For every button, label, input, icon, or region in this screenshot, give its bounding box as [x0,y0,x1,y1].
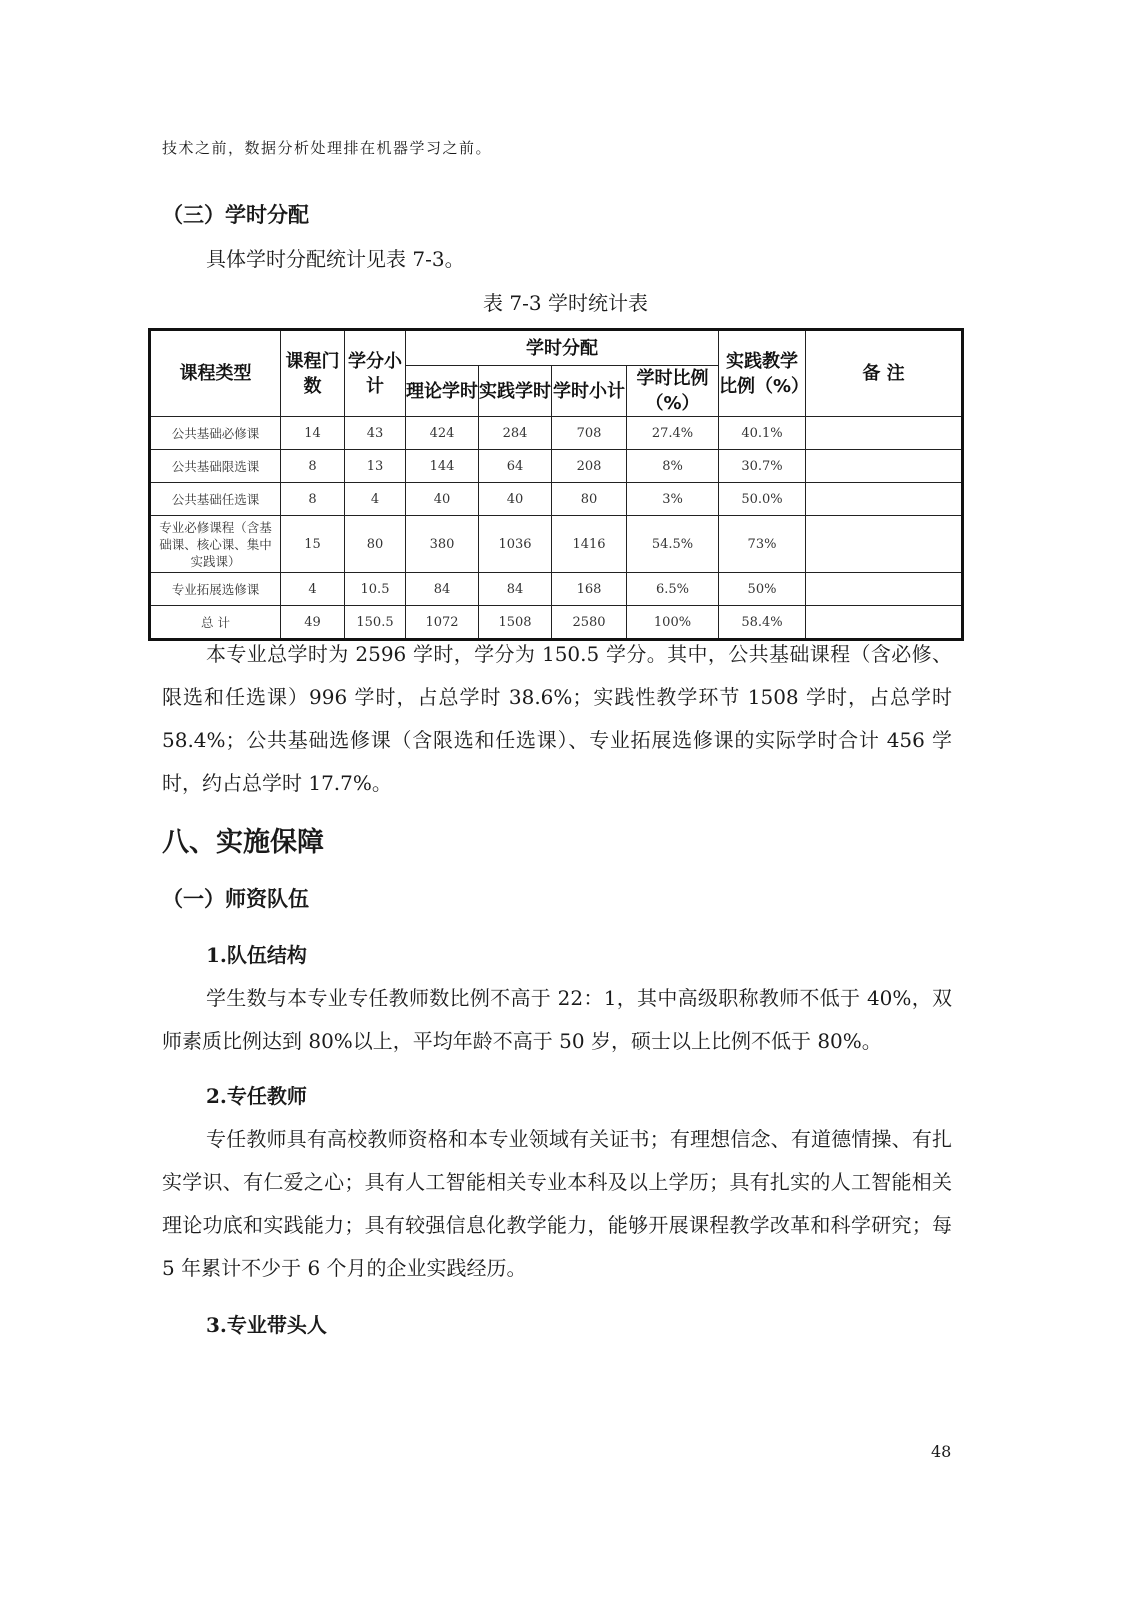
cell-remarks [806,516,963,573]
cell-theory: 1072 [406,606,479,640]
cell-course-type: 公共基础任选课 [150,483,281,516]
cell-ratio: 54.5% [627,516,719,573]
cell-practice: 1036 [479,516,552,573]
section-heading-faculty: （一）师资队伍 [162,887,309,911]
header-practice-ratio: 实践教学比例（%） [719,330,806,417]
chapter-heading-implementation: 八、实施保障 [162,827,324,858]
cell-count: 49 [281,606,345,640]
cell-theory: 84 [406,573,479,606]
cell-theory: 380 [406,516,479,573]
header-theory-hours: 理论学时 [406,366,479,417]
cell-practice: 64 [479,450,552,483]
cell-total-label: 总 计 [150,606,281,640]
cell-course-type: 公共基础必修课 [150,417,281,450]
cell-credits: 10.5 [345,573,406,606]
cell-practice: 284 [479,417,552,450]
cell-practice-ratio: 58.4% [719,606,806,640]
cell-subtotal: 208 [552,450,627,483]
cell-practice: 84 [479,573,552,606]
cell-credits: 4 [345,483,406,516]
header-hours-allocation: 学时分配 [406,330,719,366]
cell-remarks [806,417,963,450]
cell-practice: 1508 [479,606,552,640]
header-practice-hours: 实践学时 [479,366,552,417]
table-header-row [150,330,963,366]
page-number: 48 [931,1442,952,1461]
header-hours-subtotal: 学时小计 [552,366,627,417]
table-row [150,450,963,483]
cell-credits: 150.5 [345,606,406,640]
cell-ratio: 8% [627,450,719,483]
cell-count: 14 [281,417,345,450]
cell-theory: 144 [406,450,479,483]
team-structure-paragraph: 学生数与本专业专任教师数比例不高于 22：1，其中高级职称教师不低于 40%，双师素质比例达到 80%以上，平均年龄不高于 50 岁，硕士以上比例不低于 80%。 [162,986,952,1053]
cell-practice-ratio: 50% [719,573,806,606]
cell-subtotal: 2580 [552,606,627,640]
cell-credits: 43 [345,417,406,450]
cell-course-type: 专业拓展选修课 [150,573,281,606]
cell-count: 4 [281,573,345,606]
header-remarks: 备 注 [806,330,963,417]
cell-practice: 40 [479,483,552,516]
table-caption: 表 7-3 学时统计表 [483,291,648,315]
intro-text: 具体学时分配统计见表 7-3。 [206,247,465,271]
cell-count: 8 [281,450,345,483]
cell-remarks [806,450,963,483]
full-time-teachers-paragraph: 专任教师具有高校教师资格和本专业领域有关证书；有理想信念、有道德情操、有扎实学识、有仁爱之心；具有人工智能相关专业本科及以上学历；具有扎实的人工智能相关理论功底和实践能力；具有较强信息化教学能力，能够开展课程教学改革和科学研究；每 5 年累计不少于 6 个月的企业实践经历。 [162,1127,952,1280]
table-row [150,417,963,450]
cell-ratio: 6.5% [627,573,719,606]
table-row [150,573,963,606]
cell-ratio: 100% [627,606,719,640]
table-row [150,516,963,573]
cell-subtotal: 1416 [552,516,627,573]
cell-course-type: 公共基础限选课 [150,450,281,483]
hours-statistics-table [148,328,964,641]
header-credits: 学分小计 [345,330,406,417]
cell-practice-ratio: 50.0% [719,483,806,516]
header-course-type: 课程类型 [150,330,281,417]
cell-count: 15 [281,516,345,573]
cell-subtotal: 708 [552,417,627,450]
cell-theory: 424 [406,417,479,450]
cell-theory: 40 [406,483,479,516]
cell-ratio: 3% [627,483,719,516]
header-course-count: 课程门数 [281,330,345,417]
cell-count: 8 [281,483,345,516]
cell-ratio: 27.4% [627,417,719,450]
subheading-team-structure: 1.队伍结构 [206,943,307,967]
cell-practice-ratio: 40.1% [719,417,806,450]
cell-course-type: 专业必修课程（含基础课、核心课、集中实践课） [150,516,281,573]
cell-subtotal: 168 [552,573,627,606]
cell-remarks [806,483,963,516]
summary-paragraph: 本专业总学时为 2596 学时，学分为 150.5 学分。其中，公共基础课程（含必修、限选和任选课）996 学时，占总学时 38.6%；实践性教学环节 1508 学时，占总学时 58.4%；公共基础选修课（含限选和任选课）、专业拓展选修课的实际学时合计 456 学时，约占总学时 17.7%。 [162,642,952,795]
cell-subtotal: 80 [552,483,627,516]
cell-practice-ratio: 30.7% [719,450,806,483]
table-row [150,483,963,516]
subheading-program-leader: 3.专业带头人 [206,1313,327,1337]
cell-credits: 13 [345,450,406,483]
continuation-text: 技术之前，数据分析处理排在机器学习之前。 [162,139,493,157]
subheading-full-time-teachers: 2.专任教师 [206,1084,307,1108]
section-heading-hours-allocation: （三）学时分配 [162,203,309,227]
header-hours-ratio: 学时比例（%） [627,366,719,417]
cell-credits: 80 [345,516,406,573]
cell-practice-ratio: 73% [719,516,806,573]
cell-remarks [806,573,963,606]
